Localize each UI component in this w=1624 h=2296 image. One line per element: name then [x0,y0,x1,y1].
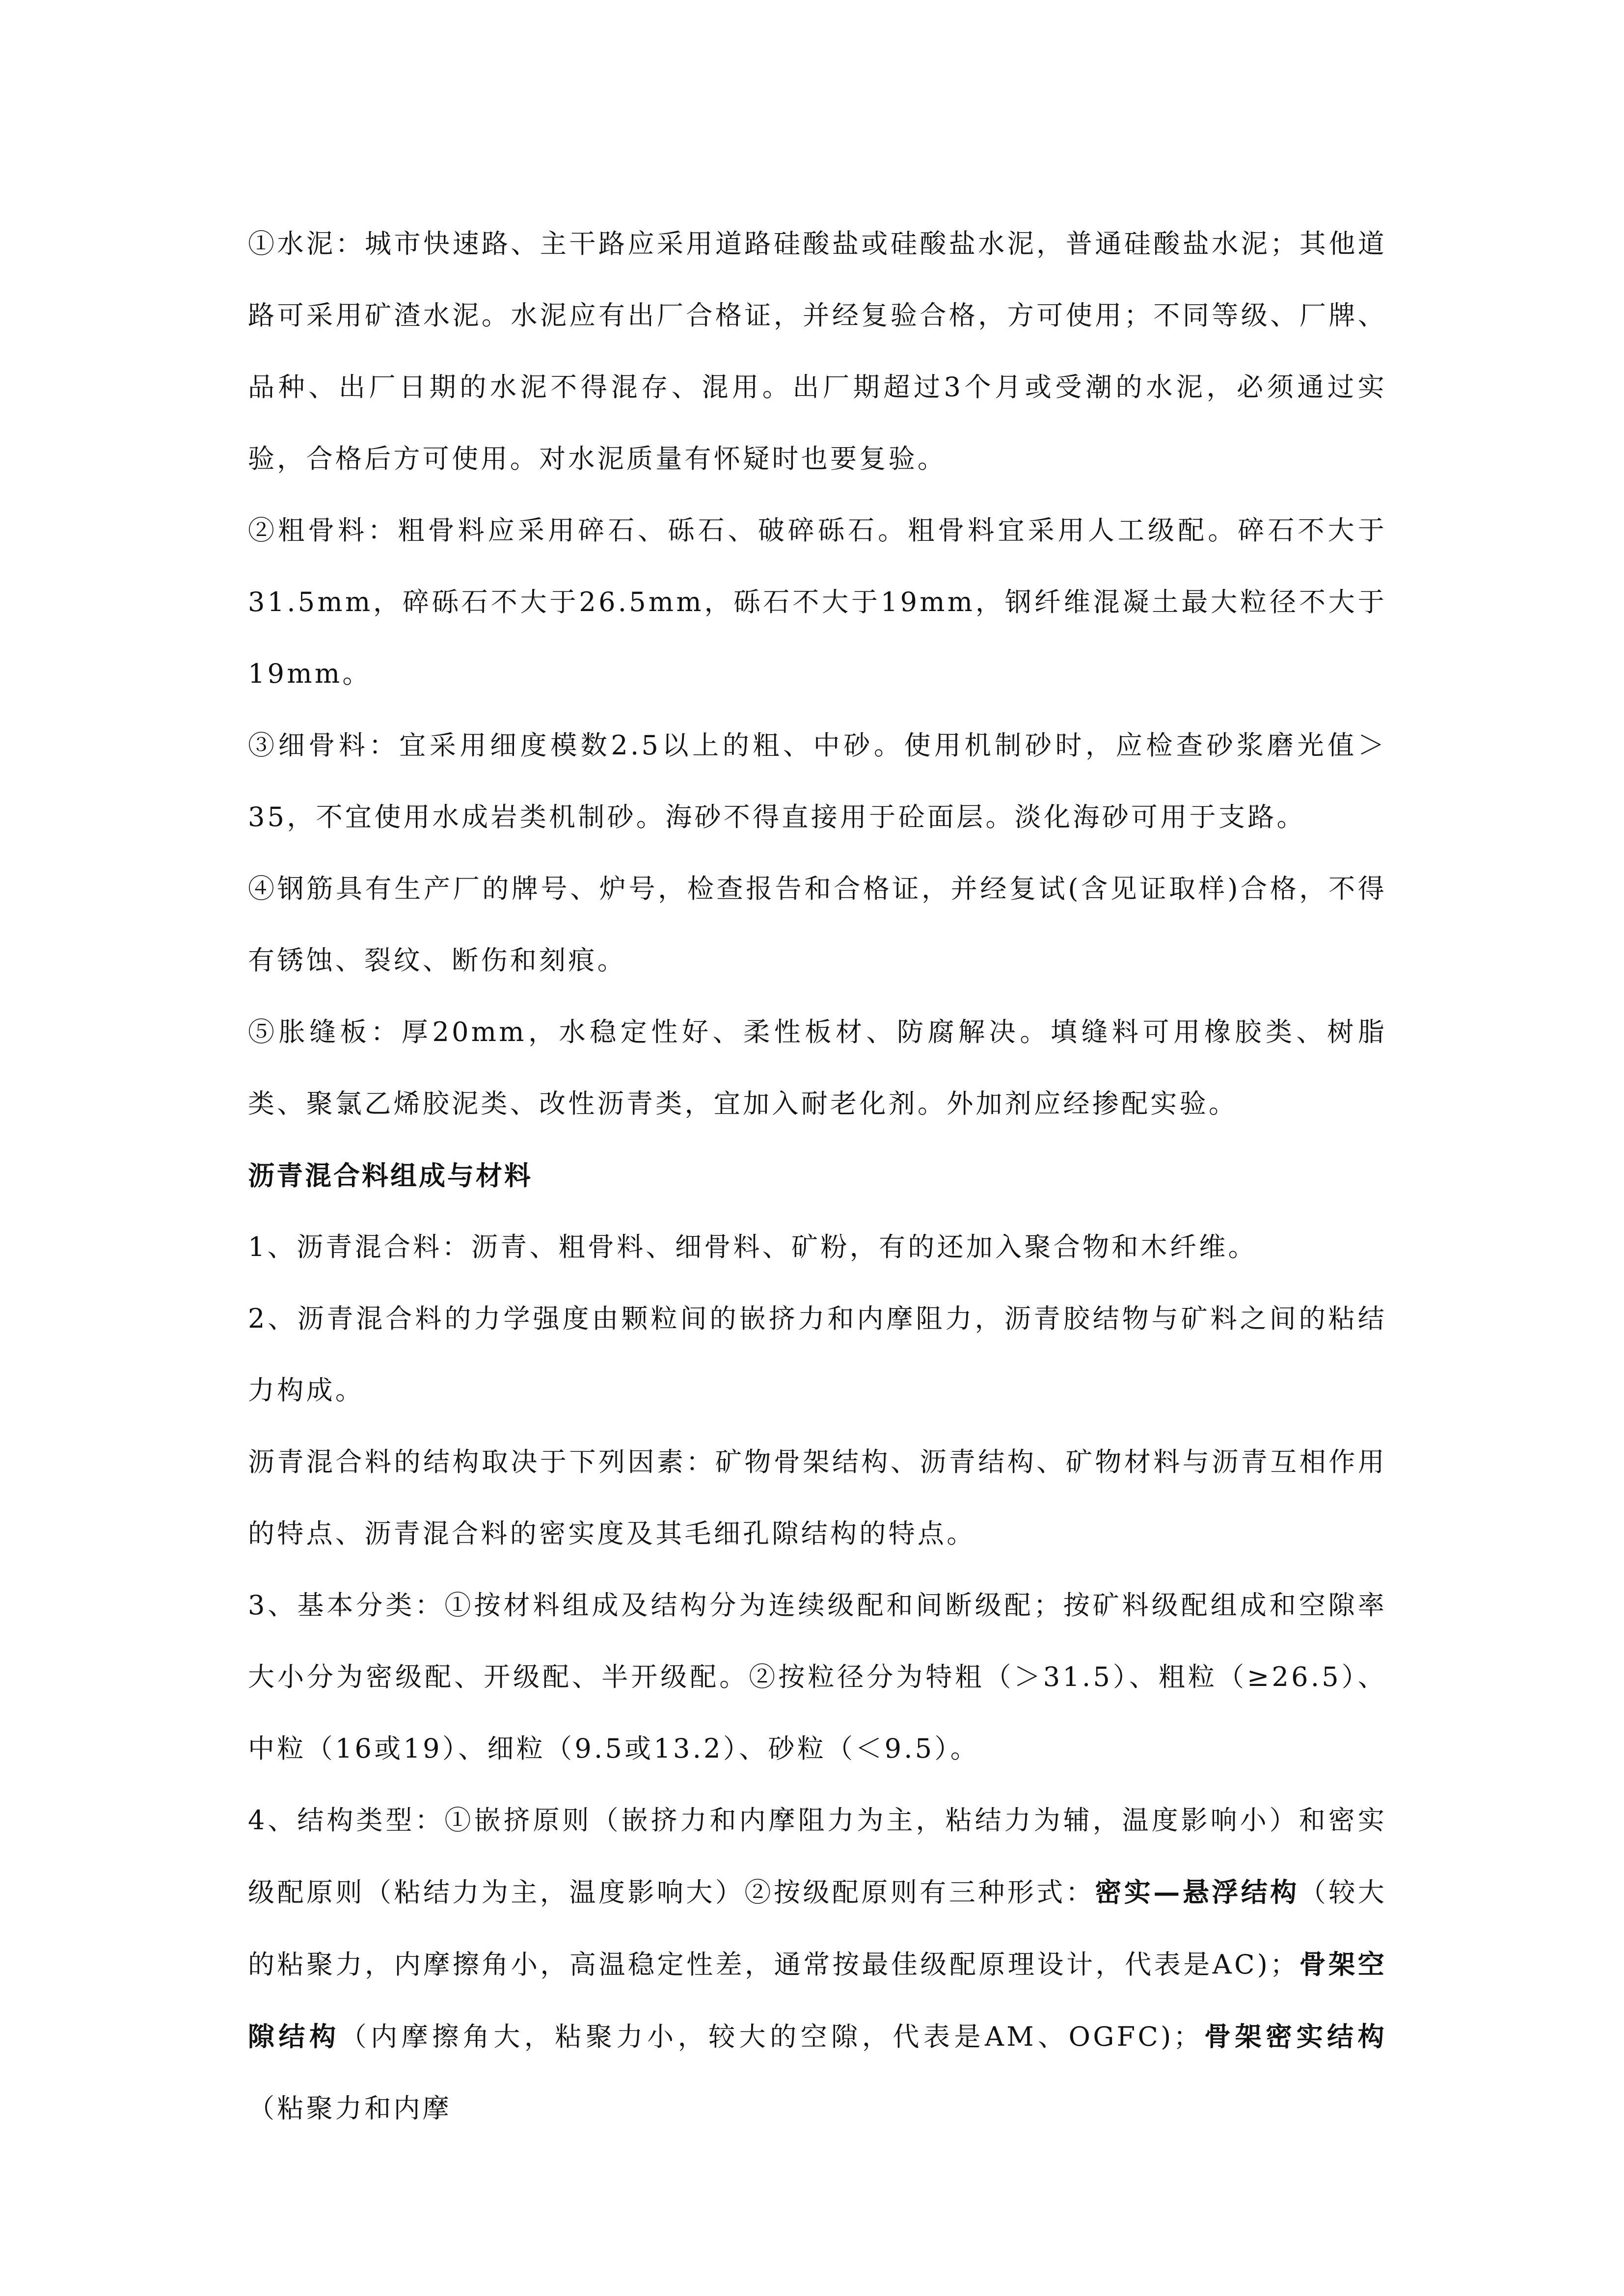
document-page [248,208,1387,2144]
item-4-text-3: （内摩擦角大，粘聚力小，较大的空隙，代表是AM、OGFC)； [340,2021,1203,2052]
item-4-bold-skeleton-dense: 骨架密实结构 [1202,2021,1387,2052]
item-4-bold-dense-suspended: 密实—悬浮结构 [1095,1876,1299,1908]
paragraph-item-2: 2、沥青混合料的力学强度由颗粒间的嵌挤力和内摩阻力，沥青胶结物与矿料之间的粘结力构成。 [248,1303,1387,1406]
paragraph-fine-aggregate: ③细骨料：宜采用细度模数2.5以上的粗、中砂。使用机制砂时，应检查砂浆磨光值＞35，不宜使用水成岩类机制砂。海砂不得直接用于砼面层。淡化海砂可用于支路。 [248,730,1387,832]
paragraph-coarse-aggregate: ②粗骨料：粗骨料应采用碎石、砾石、破碎砾石。粗骨料宜采用人工级配。碎石不大于31.5mm，碎砾石不大于26.5mm，砾石不大于19mm，钢纤维混凝土最大粒径不大于19mm。 [248,515,1387,689]
paragraph-item-3: 3、基本分类：①按材料组成及结构分为连续级配和间断级配；按矿料级配组成和空隙率大小分为密级配、开级配、半开级配。②按粒径分为特粗（＞31.5）、粗粒（≥26.5）、中粒（16或19）、细粒（9.5或13.2）、砂粒（＜9.5）。 [248,1590,1387,1764]
paragraph-cement: ①水泥：城市快速路、主干路应采用道路硅酸盐或硅酸盐水泥，普通硅酸盐水泥；其他道路可采用矿渣水泥。水泥应有出厂合格证，并经复验合格，方可使用；不同等级、厂牌、品种、出厂日期的水泥不得混存、混用。出厂期超过3个月或受潮的水泥，必须通过实验，合格后方可使用。对水泥质量有怀疑时也要复验。 [248,228,1387,474]
section-heading: 沥青混合料组成与材料 [248,1160,533,1191]
item-4-text-1: 4、结构类型：①嵌挤原则（嵌挤力和内摩阻力为主，粘结力为辅，温度影响小）和密实级配原则（粘结力为主，温度影响大）②按级配原则有三种形式： [248,1805,1387,1908]
item-4-text-2: （较大的粘聚力，内摩擦角小，高温稳定性差，通常按最佳级配原理设计，代表是AC)； [248,1877,1387,1980]
paragraph-item-4 [248,1785,1387,2144]
paragraph-expansion-joint: ⑤胀缝板：厚20mm，水稳定性好、柔性板材、防腐解决。填缝料可用橡胶类、树脂类、聚氯乙烯胶泥类、改性沥青类，宜加入耐老化剂。外加剂应经掺配实验。 [248,1016,1387,1119]
paragraph-item-1: 1、沥青混合料：沥青、粗骨料、细骨料、矿粉，有的还加入聚合物和木纤维。 [248,1231,1257,1262]
paragraph-rebar: ④钢筋具有生产厂的牌号、炉号，检查报告和合格证，并经复试(含见证取样)合格，不得有锈蚀、裂纹、断伤和刻痕。 [248,873,1387,976]
item-4-text-4: （粘聚力和内摩 [248,2093,452,2124]
paragraph-structure-factors: 沥青混合料的结构取决于下列因素：矿物骨架结构、沥青结构、矿物材料与沥青互相作用的特点、沥青混合料的密实度及其毛细孔隙结构的特点。 [248,1446,1387,1549]
item-4-bold-skeleton-void: 骨架空隙结构 [248,1949,1387,2052]
